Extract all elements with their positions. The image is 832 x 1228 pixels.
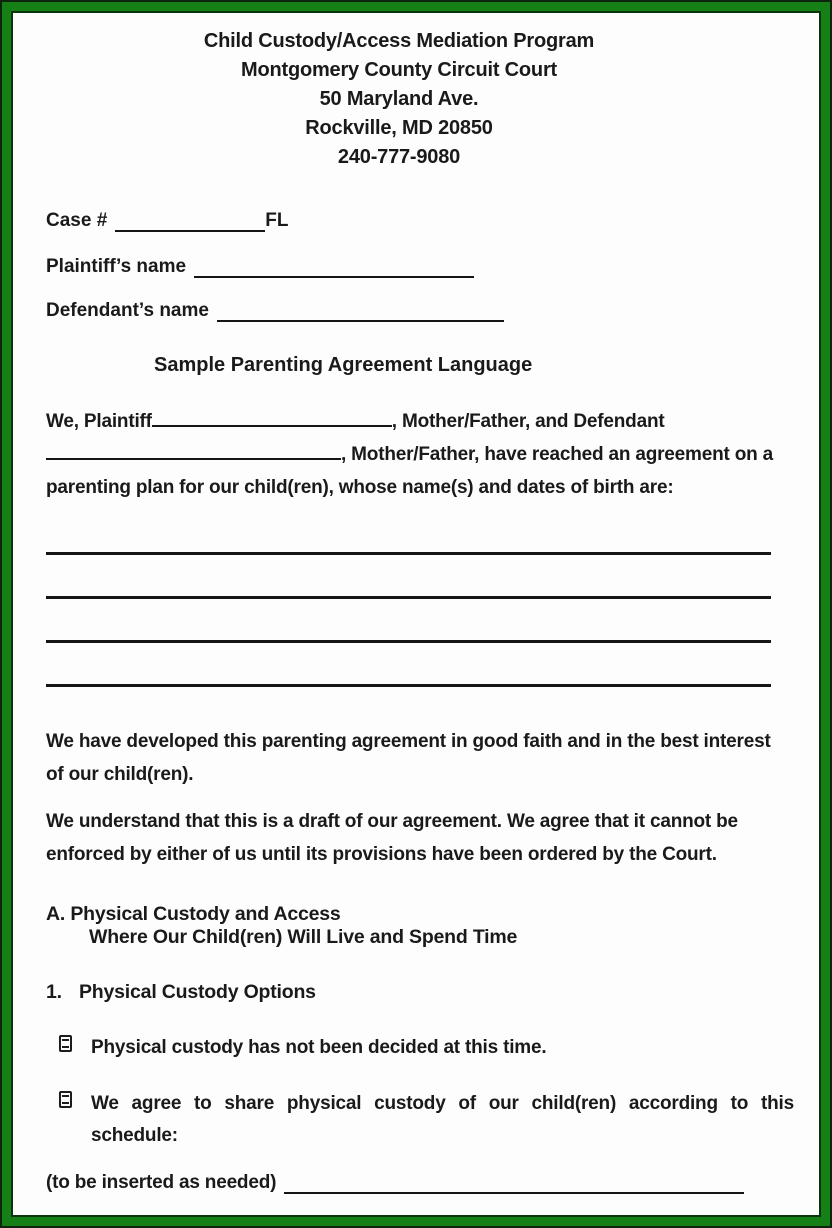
intro-paragraph (46, 405, 794, 504)
document-page (11, 11, 821, 1217)
checkbox-icon (59, 1035, 72, 1052)
good-faith-paragraph: We have developed this parenting agreement in good faith and in the best interest of our child(ren). (46, 731, 771, 785)
section-a-subheading: Where Our Child(ren) Will Live and Spend Time (89, 926, 518, 948)
section-a-heading: A. Physical Custody and Access (46, 903, 341, 925)
plaintiff-name-row (46, 252, 794, 278)
header-city-state-zip: Rockville, MD 20850 (305, 117, 493, 139)
item-1-title: Physical Custody Options (79, 981, 316, 1003)
section-title: Sample Parenting Agreement Language (154, 354, 533, 376)
plaintiff-name-label: Plaintiff’s name (46, 256, 187, 277)
custody-option-text: Physical custody has not been decided at this time. (91, 1037, 547, 1058)
defendant-blank-field (46, 444, 341, 460)
intro-line-2 (46, 438, 794, 471)
document-header (46, 27, 794, 172)
header-phone: 240-777-9080 (337, 146, 461, 168)
defendant-name-blank-field (217, 300, 504, 322)
checkbox-icon (59, 1091, 72, 1108)
intro-mother-father-defendant: , Mother/Father, and Defendant (391, 411, 665, 432)
case-number-row (46, 206, 794, 232)
draft-agreement-paragraph: We understand that this is a draft of our agreement. We agree that it cannot be enforced by either of us until its provisions have been ordered by the Court. (46, 811, 738, 865)
custody-option-text: We agree to share physical custody of our child(ren) according to this schedule: (91, 1093, 794, 1146)
header-program-title: Child Custody/Access Mediation Program (203, 30, 595, 52)
children-names-blank-line-4 (46, 684, 771, 687)
case-number-suffix: FL (265, 210, 289, 231)
plaintiff-name-blank-field (194, 256, 474, 278)
intro-agreement-text: , Mother/Father, have reached an agreement on a (341, 444, 773, 465)
intro-we-plaintiff: We, Plaintiff (46, 411, 152, 432)
defendant-name-label: Defendant’s name (46, 300, 209, 321)
children-names-blank-line-3 (46, 640, 771, 643)
insert-as-needed-row (46, 1166, 794, 1194)
schedule-blank-field (284, 1172, 744, 1194)
case-number-blank-field (115, 210, 265, 232)
children-names-blank-line-2 (46, 596, 771, 599)
case-number-label: Case # (46, 210, 108, 231)
intro-line-1 (46, 405, 794, 438)
defendant-name-row (46, 296, 794, 322)
custody-option-share-schedule (59, 1088, 794, 1152)
item-1-heading (46, 981, 794, 1004)
intro-line-3: parenting plan for our child(ren), whose name(s) and dates of birth are: (46, 477, 674, 498)
plaintiff-blank-field (152, 411, 392, 427)
insert-note-label: (to be inserted as needed) (46, 1172, 277, 1193)
header-court-name: Montgomery County Circuit Court (240, 59, 557, 81)
header-address: 50 Maryland Ave. (319, 88, 479, 110)
item-1-number: 1. (46, 981, 62, 1003)
custody-option-not-decided (59, 1032, 794, 1064)
children-names-blank-line-1 (46, 552, 771, 555)
